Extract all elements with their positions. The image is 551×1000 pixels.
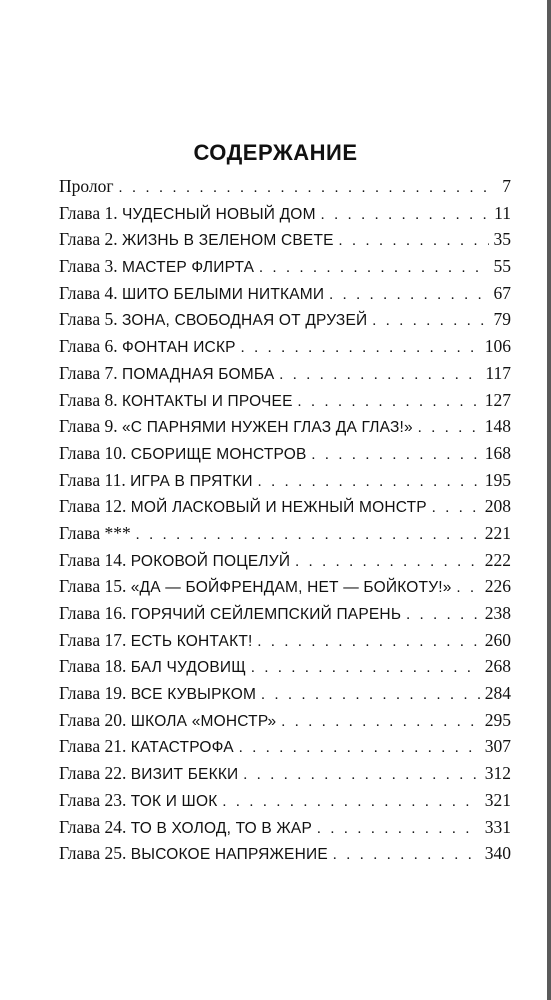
toc-leader-dots (457, 575, 480, 602)
toc-entry-label (59, 680, 256, 709)
toc-entry-chapter-12[interactable] (59, 493, 511, 520)
toc-page-number: 127 (484, 389, 511, 410)
toc-entry-chapter-23[interactable] (59, 787, 511, 814)
toc-entry-title: ИГРА В ПРЯТКИ (130, 472, 253, 490)
toc-entry-label (59, 520, 131, 547)
toc-leader-dots (259, 255, 488, 282)
toc-page-number: 222 (484, 549, 511, 570)
toc-entry-prefix: Глава 8. (59, 389, 118, 410)
toc-entry-title: ФОНТАН ИСКР (121, 339, 236, 357)
toc-page-number: 55 (493, 256, 511, 277)
toc-entry-prefix: Глава 10. (59, 442, 127, 463)
toc-leader-dots (136, 522, 480, 549)
toc-leader-dots (329, 282, 488, 309)
toc-entry-chapter-25[interactable] (59, 840, 511, 867)
toc-entry-title: ГОРЯЧИЙ СЕЙЛЕМПСКИЙ ПАРЕНЬ (130, 606, 402, 623)
toc-entry-label (59, 653, 246, 682)
toc-entry-title: «С ПАРНЯМИ НУЖЕН ГЛАЗ ДА ГЛАЗ!» (121, 419, 413, 437)
toc-entry-prefix: Глава 20. (59, 709, 127, 730)
toc-entry-prefix: Глава 12. (59, 496, 127, 517)
toc-entry-title: МАСТЕР ФЛИРТА (121, 259, 255, 277)
toc-page-number: 284 (484, 683, 511, 704)
toc-leader-dots (321, 202, 489, 229)
toc-entry-chapter-14[interactable] (59, 547, 511, 574)
toc-entry-prefix: Глава *** (59, 522, 131, 543)
toc-leader-dots (339, 228, 489, 255)
toc-entry-label (59, 387, 293, 416)
toc-leader-dots (295, 549, 480, 576)
toc-leader-dots (258, 629, 480, 656)
toc-entry-prefix: Глава 22. (59, 763, 127, 784)
toc-entry-prefix: Глава 21. (59, 736, 127, 757)
toc-entry-chapter-3[interactable] (59, 253, 511, 280)
toc-page-number: 221 (484, 522, 511, 543)
toc-leader-dots (258, 469, 480, 496)
toc-entry-label (59, 573, 452, 602)
toc-entry-title: РОКОВОЙ ПОЦЕЛУЙ (130, 552, 291, 570)
toc-leader-dots (312, 442, 480, 469)
toc-page-number: 340 (484, 843, 511, 864)
toc-page-number: 168 (484, 442, 511, 463)
toc-entry-chapter-4[interactable] (59, 280, 511, 307)
toc-entry-title: СБОРИЩЕ МОНСТРОВ (130, 445, 307, 463)
toc-leader-dots (261, 682, 480, 709)
toc-entry-chapter-9[interactable] (59, 413, 511, 440)
toc-leader-dots (239, 735, 480, 762)
toc-leader-dots (298, 389, 480, 416)
toc-leader-dots (418, 415, 480, 442)
toc-entry-chapter-22[interactable] (59, 760, 511, 787)
toc-entry-prefix: Глава 7. (59, 362, 118, 383)
toc-entry-label (59, 840, 328, 869)
toc-leader-dots (119, 175, 498, 202)
toc-entry-label (59, 306, 367, 335)
toc-entry-title: ЕСТЬ КОНТАКТ! (130, 632, 253, 650)
toc-entry-label (59, 253, 254, 282)
toc-leader-dots (243, 762, 479, 789)
toc-entry-title: ПОМАДНАЯ БОМБА (121, 365, 275, 383)
toc-entry-chapter-1[interactable] (59, 200, 511, 227)
toc-entry-label (59, 707, 276, 736)
toc-page-number: 307 (484, 736, 511, 757)
toc-entry-title: КАТАСТРОФА (130, 739, 234, 757)
toc-page-number: 148 (484, 416, 511, 437)
toc-leader-dots (372, 308, 488, 335)
toc-entry-prologue[interactable] (59, 173, 511, 200)
toc-entry-chapter-6[interactable] (59, 333, 511, 360)
toc-entry-title: ШИТО БЕЛЫМИ НИТКАМИ (121, 285, 325, 303)
toc-page-number: 117 (485, 362, 511, 383)
toc-page-number: 238 (484, 603, 511, 623)
table-of-contents (59, 173, 511, 867)
toc-entry-title: КОНТАКТЫ И ПРОЧЕЕ (121, 392, 293, 410)
toc-page-number: 195 (484, 469, 511, 490)
toc-entry-label (59, 814, 312, 843)
toc-entry-prefix: Глава 15. (59, 576, 127, 597)
toc-entry-title: ВИЗИТ БЕККИ (130, 766, 239, 784)
toc-entry-chapter-5[interactable] (59, 306, 511, 333)
toc-page-number: 226 (484, 576, 511, 597)
toc-entry-label (59, 600, 401, 629)
toc-page-number: 312 (484, 763, 511, 784)
toc-entry-title: ШКОЛА «МОНСТР» (130, 712, 277, 730)
toc-leader-dots (406, 602, 480, 629)
toc-entry-chapter-19[interactable] (59, 680, 511, 707)
toc-entry-chapter-18[interactable] (59, 653, 511, 680)
toc-entry-prefix: Глава 24. (59, 816, 127, 837)
toc-page-number: 106 (484, 336, 511, 357)
toc-leader-dots (281, 709, 479, 736)
toc-entry-label (59, 760, 238, 789)
toc-entry-label (59, 733, 234, 762)
toc-entry-prefix: Глава 1. (59, 202, 118, 223)
toc-entry-chapter-7[interactable] (59, 360, 511, 387)
toc-entry-prefix: Глава 9. (59, 416, 118, 437)
toc-entry-prefix: Пролог (59, 176, 114, 196)
toc-entry-label (59, 467, 253, 496)
toc-entry-label (59, 627, 253, 656)
toc-entry-label (59, 493, 427, 522)
toc-entry-label (59, 333, 236, 362)
toc-entry-prefix: Глава 14. (59, 549, 127, 570)
toc-page-number: 321 (484, 789, 511, 810)
toc-entry-prefix: Глава 25. (59, 843, 127, 864)
toc-page-number: 79 (493, 309, 511, 330)
toc-entry-prefix: Глава 4. (59, 282, 118, 303)
toc-entry-prefix: Глава 2. (59, 229, 118, 250)
toc-entry-title: МОЙ ЛАСКОВЫЙ И НЕЖНЫЙ МОНСТР (130, 499, 427, 517)
toc-entry-chapter-8[interactable] (59, 387, 511, 414)
toc-entry-title: ТОК И ШОК (130, 792, 218, 810)
page-title: СОДЕРЖАНИЕ (193, 140, 358, 165)
toc-page-number: 268 (484, 656, 511, 677)
toc-leader-dots (279, 362, 480, 389)
toc-leader-dots (241, 335, 480, 362)
toc-page-number: 67 (493, 282, 511, 303)
toc-entry-chapter-16[interactable] (59, 600, 511, 627)
toc-page-number: 208 (484, 496, 511, 517)
toc-entry-chapter-11[interactable] (59, 467, 511, 494)
toc-entry-chapter-17[interactable] (59, 627, 511, 654)
toc-leader-dots (251, 655, 480, 682)
toc-entry-prefix: Глава 19. (59, 683, 127, 704)
toc-entry-title: ЧУДЕСНЫЙ НОВЫЙ ДОМ (121, 205, 316, 223)
toc-entry-label (59, 280, 324, 309)
toc-entry-title: ЖИЗНЬ В ЗЕЛЕНОМ СВЕТЕ (121, 232, 334, 250)
toc-page-number: 35 (493, 229, 511, 250)
toc-leader-dots (222, 789, 479, 816)
toc-entry-prefix: Глава 5. (59, 309, 118, 330)
toc-entry-title: ЗОНА, СВОБОДНАЯ ОТ ДРУЗЕЙ (121, 312, 368, 330)
toc-entry-prefix: Глава 23. (59, 789, 127, 810)
toc-entry-chapter-2[interactable] (59, 226, 511, 253)
toc-entry-prefix: Глава 11. (59, 469, 126, 490)
toc-entry-prefix: Глава 16. (59, 603, 127, 623)
toc-entry-chapter-15[interactable] (59, 573, 511, 600)
toc-entry-prefix: Глава 6. (59, 336, 118, 357)
toc-leader-dots (432, 495, 480, 522)
toc-entry-title: ТО В ХОЛОД, ТО В ЖАР (130, 819, 312, 837)
toc-entry-prefix: Глава 17. (59, 629, 127, 650)
toc-entry-chapter-20[interactable] (59, 707, 511, 734)
toc-page-number: 7 (502, 176, 511, 196)
toc-entry-title: «ДА — БОЙФРЕНДАМ, НЕТ — БОЙКОТУ!» (130, 579, 452, 597)
toc-leader-dots (333, 842, 480, 869)
toc-entry-label (59, 787, 217, 816)
toc-entry-chapter-21[interactable] (59, 733, 511, 760)
toc-entry-label (59, 547, 290, 576)
toc-entry-label (59, 226, 334, 255)
toc-entry-label (59, 200, 316, 229)
toc-page-number: 295 (484, 709, 511, 730)
toc-page-number: 11 (494, 202, 511, 223)
toc-entry-label (59, 173, 114, 200)
toc-entry-prefix: Глава 18. (59, 656, 127, 677)
toc-page-number: 260 (484, 629, 511, 650)
toc-entry-label (59, 440, 307, 469)
toc-entry-label (59, 413, 413, 442)
toc-entry-title: ВСЕ КУВЫРКОМ (130, 686, 257, 704)
toc-entry-title: ВЫСОКОЕ НАПРЯЖЕНИЕ (130, 846, 328, 864)
toc-entry-chapter-13[interactable] (59, 520, 511, 547)
toc-page-number: 331 (484, 816, 511, 837)
toc-entry-label (59, 360, 274, 389)
toc-entry-chapter-24[interactable] (59, 814, 511, 841)
toc-leader-dots (317, 816, 480, 843)
toc-entry-chapter-10[interactable] (59, 440, 511, 467)
toc-entry-prefix: Глава 3. (59, 256, 118, 277)
toc-entry-title: БАЛ ЧУДОВИЩ (130, 659, 246, 677)
